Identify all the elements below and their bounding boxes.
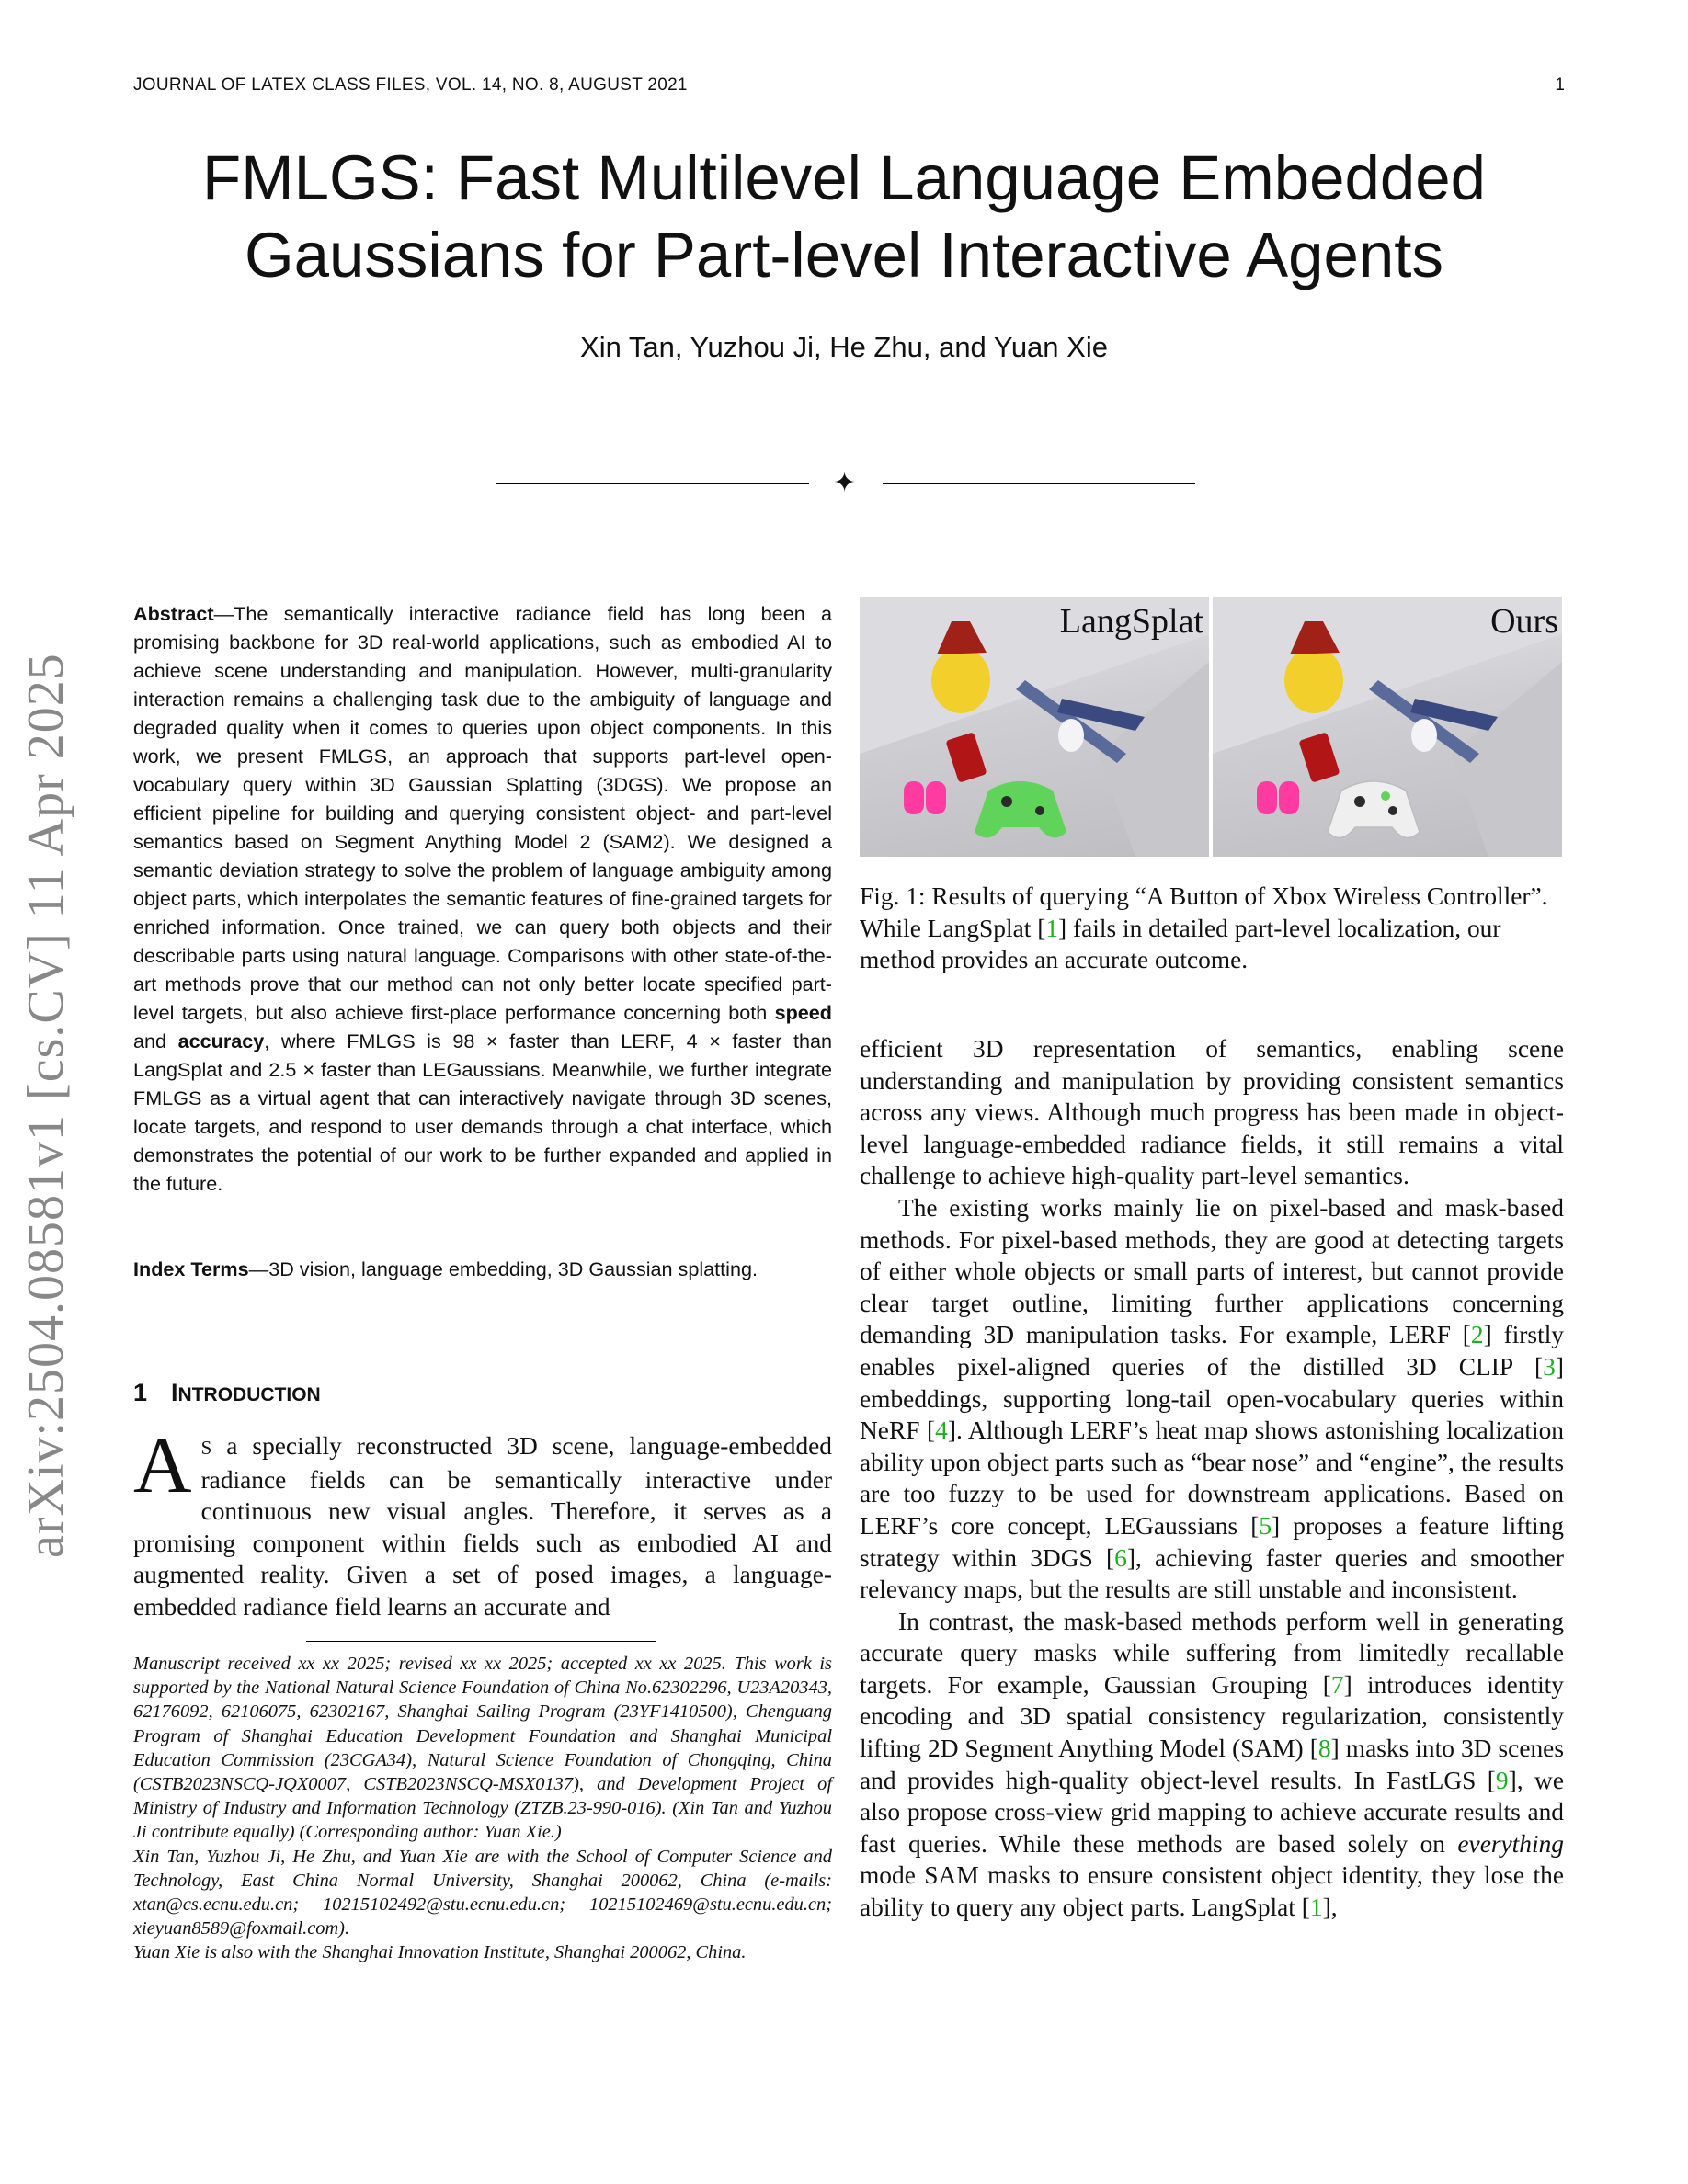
emphasis-text: everything bbox=[1457, 1829, 1564, 1858]
arxiv-stamp: arXiv:2504.08581v1 [cs.CV] 11 Apr 2025 bbox=[17, 653, 74, 1558]
body-text: ], achieving faster queries and smoother relevancy maps, but the results are still unstable and inconsistent. bbox=[860, 1543, 1564, 1604]
figure-1 bbox=[860, 597, 1564, 857]
body-text: ] proposes a feature lifting strategy within 3DGS [ bbox=[860, 1511, 1564, 1572]
right-column-body bbox=[860, 1033, 1564, 1924]
body-paragraph-3 bbox=[860, 1606, 1564, 1924]
intro-paragraph bbox=[133, 1421, 832, 1623]
citation-link[interactable]: 1 bbox=[1309, 1894, 1323, 1922]
citation-link[interactable]: 2 bbox=[1470, 1321, 1484, 1349]
title-separator bbox=[496, 465, 1195, 502]
figure-caption bbox=[860, 881, 1564, 976]
section-title-rest: NTRODUCTION bbox=[177, 1384, 321, 1405]
abstract-bold-speed: speed bbox=[774, 1001, 832, 1024]
abstract bbox=[133, 599, 832, 1198]
title-line-2: Gaussians for Part-level Interactive Agents bbox=[245, 220, 1443, 290]
figure-panel-langsplat bbox=[860, 597, 1209, 857]
body-paragraph-1: efficient 3D representation of semantics, enabling scene understanding and manipulation by providing consistent semantics across any views. Although much progress has been made in object-level language-embedded radiance fields, it still remains a vital challenge to achieve high-quality part-level semantics. bbox=[860, 1035, 1564, 1190]
footnote-institute: Yuan Xie is also with the Shanghai Innovation Institute, Shanghai 200062, China. bbox=[133, 1942, 747, 1963]
title-line-1: FMLGS: Fast Multilevel Language Embedded bbox=[201, 142, 1487, 213]
pikachu-figure bbox=[1284, 647, 1343, 713]
body-text: ], bbox=[1322, 1894, 1338, 1922]
citation-link[interactable]: 4 bbox=[935, 1416, 948, 1445]
body-text: ]. Although LERF’s heat map shows astonishing localization ability upon object parts such as “bear nose” and “engine”, the results are too fuzzy to be used for downstream applications. Based on LERF’s core concept, LEGaussians [ bbox=[860, 1416, 1564, 1540]
citation-link[interactable]: 1 bbox=[1045, 914, 1059, 942]
joycon-right bbox=[1279, 781, 1299, 814]
xbox-controller-highlighted bbox=[975, 781, 1066, 837]
citation-link[interactable]: 5 bbox=[1259, 1511, 1272, 1540]
joycon-left bbox=[904, 781, 924, 814]
uno-card bbox=[1298, 732, 1340, 783]
citation-link[interactable]: 9 bbox=[1495, 1766, 1509, 1794]
index-terms-label: Index Terms bbox=[133, 1257, 249, 1280]
abstract-text-2: and bbox=[133, 1029, 178, 1052]
section-heading bbox=[133, 1379, 832, 1407]
xbox-button-highlight bbox=[1381, 791, 1390, 801]
paper-title bbox=[92, 140, 1596, 294]
page-number: 1 bbox=[1555, 75, 1565, 95]
footnote-rule bbox=[306, 1641, 656, 1642]
body-text: ] masks into 3D scenes and provides high-quality object-level results. In FastLGS [ bbox=[860, 1735, 1564, 1794]
body-text: ] introduces identity encoding and 3D spatial consistency regularization, consistently lifting 2D Segment Anything Model (SAM) [ bbox=[860, 1670, 1564, 1763]
abstract-text-1: —The semantically interactive radiance field has long been a promising backbone for 3D real-world applications, such as embodied AI to achieve scene understanding and manipulation. However, multi-granularity interaction remains a challenging task due to the ambiguity of language and degraded quality when it comes to queries upon object components. In this work, we present FMLGS, an approach that supports part-level open-vocabulary query within 3D Gaussian Splatting (3DGS). We propose an efficient pipeline for building and querying consistent object- and part-level semantics based on Segment Anything Model 2 (SAM2). We designed a semantic deviation strategy to solve the problem of language ambiguity among object parts, which interpolates the semantic features of fine-grained targets for enriched information. Once trained, we can query both objects and their describable parts using natural language. Comparisons with other state-of-the-art methods prove that our method can not only better locate specified part-level targets, but also achieve first-place performance concerning both bbox=[133, 602, 832, 1024]
uno-card bbox=[945, 732, 987, 783]
joycon-right bbox=[926, 781, 946, 814]
body-text: The existing works mainly lie on pixel-based and mask-based methods. For pixel-based methods, they are good at detecting targets of either whole objects or small parts of interest, but cannot provide clear target outline, limiting further applications concerning demanding 3D manipulation tasks. For example, LERF [ bbox=[860, 1193, 1564, 1349]
body-text: ], we also propose cross-view grid mapping to achieve accurate results and fast queries. While these methods are based solely on bbox=[860, 1766, 1564, 1858]
joycon-left bbox=[1257, 781, 1277, 814]
abstract-bold-accuracy: accuracy bbox=[177, 1029, 265, 1052]
author-list: Xin Tan, Yuzhou Ji, He Zhu, and Yuan Xie bbox=[580, 331, 1108, 363]
section-number: 1 bbox=[133, 1379, 148, 1406]
xbox-controller bbox=[1328, 781, 1420, 837]
body-text: mode SAM masks to ensure consistent object identity, they lose the ability to query any object parts. LangSplat [ bbox=[860, 1861, 1564, 1922]
footnotes bbox=[133, 1652, 832, 1965]
footnote-affiliation: Xin Tan, Yuzhou Ji, He Zhu, and Yuan Xie are with the School of Computer Science and Technology, East China Normal University, Shanghai 200062, China (e-mails: xtan@cs.ecnu.edu.cn; 10215102492@stu.ecnu.edu.cn; 10215102469@stu.ecnu.edu.cn; xieyuan8589@foxmail.com). bbox=[133, 1846, 832, 1939]
body-text: In contrast, the mask-based methods perform well in generating accurate query masks while suffering from limitedly recallable targets. For example, Gaussian Grouping [ bbox=[860, 1607, 1564, 1699]
separator-rule-right bbox=[883, 483, 1195, 484]
index-terms-text: —3D vision, language embedding, 3D Gaussian splatting. bbox=[248, 1257, 758, 1280]
abstract-label: Abstract bbox=[133, 602, 214, 625]
figure-caption-text-b: ] fails in detailed part-level localization, our method provides an accurate outcome. bbox=[860, 914, 1501, 974]
body-paragraph-2 bbox=[860, 1192, 1564, 1606]
section-title-initial: I bbox=[171, 1379, 178, 1406]
body-text: ] firstly enables pixel-aligned queries of the distilled 3D CLIP [ bbox=[860, 1321, 1565, 1381]
drop-cap: A bbox=[133, 1421, 192, 1510]
intro-smallcap: S bbox=[200, 1437, 212, 1459]
footnote-manuscript: Manuscript received xx xx 2025; revised xx xx 2025; accepted xx xx 2025. This work is supported by the National Natural Science Foundation of China No.62302296, U23A20343, 62176092, 62106075, 62302167, Shanghai Sailing Program (23YF1410500), Chenguang Program of Shanghai Education Development Foundation and Shanghai Municipal Education Commission (23CGA34), Natural Science Foundation of Chongqing, China (CSTB2023NSCQ-JQX0007, CSTB2023NSCQ-MSX0137), and Development Project of Ministry of Industry and Information Technology (ZTZB.23-990-016). (Xin Tan and Yuzhou Ji contribute equally) (Corresponding author: Yuan Xie.) bbox=[133, 1654, 832, 1843]
citation-link[interactable]: 3 bbox=[1543, 1352, 1556, 1381]
citation-link[interactable]: 6 bbox=[1114, 1543, 1127, 1572]
index-terms bbox=[133, 1255, 832, 1283]
separator-rule-left bbox=[496, 483, 809, 484]
intro-text: a specially reconstructed 3D scene, language-embedded radiance fields can be semantically interactive under continuous new visual angles. Therefore, it serves as a promising component within fields such as embodied AI and augmented reality. Given a set of posed images, a language-embedded radiance field learns an accurate and bbox=[133, 1432, 832, 1621]
body-text: ] embeddings, supporting long-tail open-vocabulary queries within NeRF [ bbox=[860, 1352, 1564, 1445]
figure-label-ours: Ours bbox=[1490, 602, 1558, 641]
citation-link[interactable]: 8 bbox=[1317, 1735, 1331, 1763]
running-head: JOURNAL OF LATEX CLASS FILES, VOL. 14, NO. 8, AUGUST 2021 bbox=[133, 75, 688, 95]
abstract-text-3: , where FMLGS is 98 × faster than LERF, 4 × faster than LangSplat and 2.5 × faster than LEGaussians. Meanwhile, we further integrate FMLGS as a virtual agent that can interactively navigate through 3D scenes, locate targets, and respond to user demands through a chat interface, which demonstrates the potential of our work to be further expanded and applied in the future. bbox=[133, 1029, 833, 1195]
separator-diamond-icon: ✦ bbox=[833, 468, 857, 498]
figure-panel-ours bbox=[1213, 597, 1562, 857]
figure-label-langsplat: LangSplat bbox=[1059, 602, 1203, 641]
figure-caption-text-a: Fig. 1: Results of querying “A Button of Xbox Wireless Controller”. While LangSplat [ bbox=[860, 882, 1548, 942]
citation-link[interactable]: 7 bbox=[1330, 1670, 1344, 1699]
pikachu-figure bbox=[931, 647, 990, 713]
